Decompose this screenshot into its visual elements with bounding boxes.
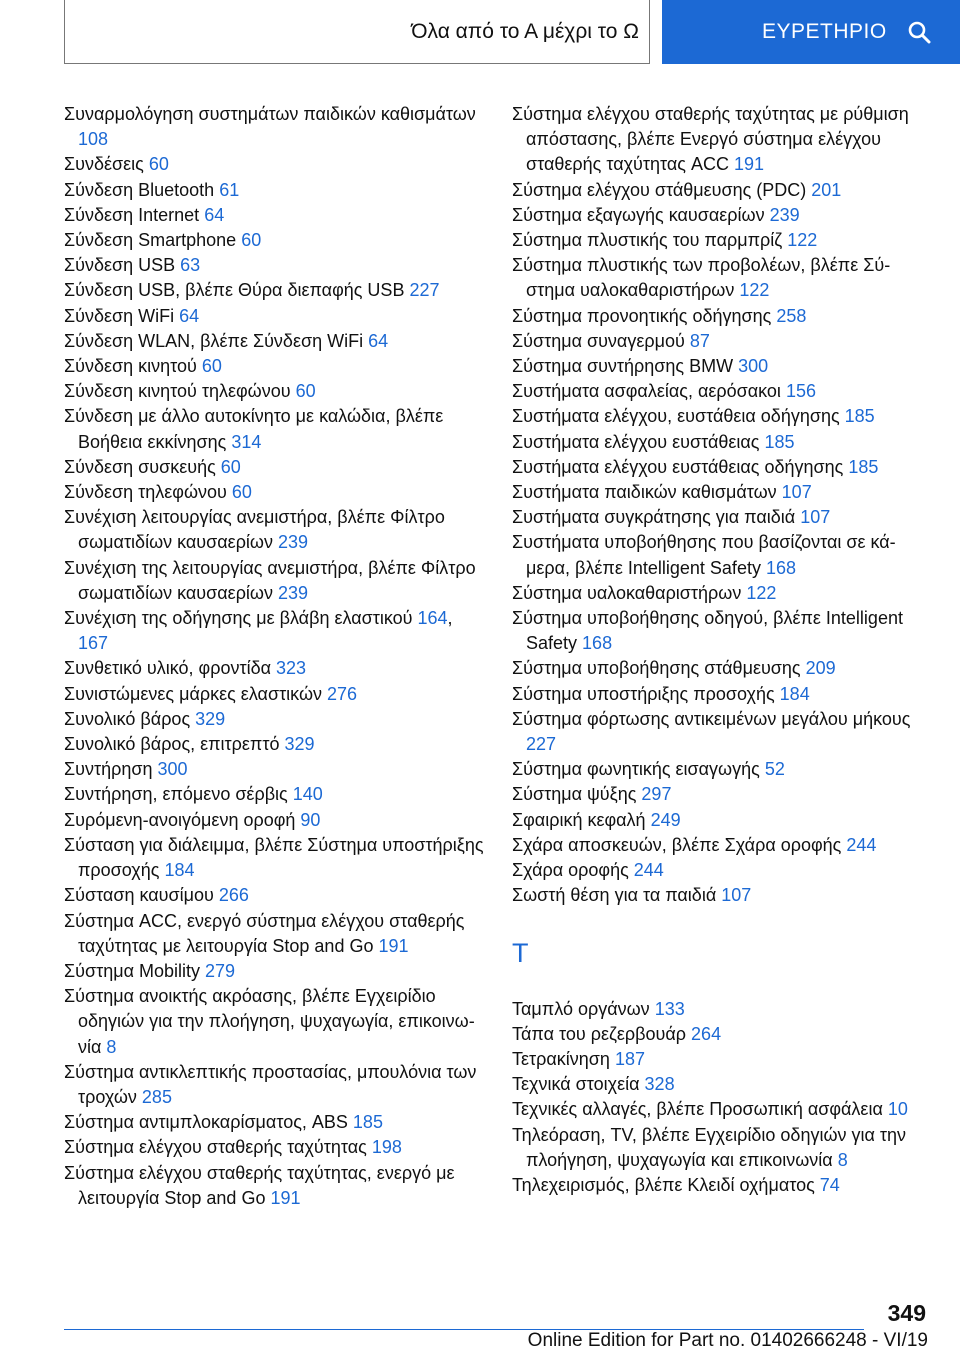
page-link[interactable]: 108 (78, 129, 109, 150)
page-link[interactable]: 239 (278, 532, 309, 553)
index-entry (512, 102, 932, 178)
index-entry (512, 178, 932, 203)
index-entry-text: Σύνδεση USB (64, 255, 176, 276)
index-entry (64, 959, 484, 984)
page-link[interactable]: 168 (582, 633, 613, 654)
page-link[interactable]: 164 (417, 608, 448, 629)
index-entry (64, 833, 484, 883)
index-entry (512, 505, 932, 530)
index-entry (64, 909, 484, 959)
index-entry-text: Συνέχιση της λειτουργίας ανεμιστήρα, βλέπε Φίλτρο σωματιδίων καυσαερίων (64, 557, 476, 603)
index-entry (64, 1135, 484, 1160)
page-link[interactable]: 8 (837, 1149, 848, 1170)
index-entry (512, 1072, 932, 1097)
index-entry (64, 304, 484, 329)
page-link[interactable]: 63 (180, 255, 201, 276)
index-entry (64, 682, 484, 707)
index-entry-text: Τηλεχειρισμός, βλέπε Κλειδί οχήματος (512, 1174, 815, 1195)
index-entry (512, 530, 932, 580)
footer-edition: Online Edition for Part no. 01402666248 - VI/19 (527, 1330, 928, 1351)
page-link[interactable]: 64 (368, 330, 389, 351)
index-entry-text: Σχάρα αποσκευών, βλέπε Σχάρα οροφής (512, 834, 842, 855)
index-entry-text: Σωστή θέση για τα παιδιά (512, 885, 717, 906)
page-link[interactable]: 140 (292, 784, 323, 805)
index-entry (512, 430, 932, 455)
page-link[interactable]: 61 (219, 179, 240, 200)
index-entry-text: Σχάρα οροφής (512, 860, 629, 881)
index-entry (512, 833, 932, 858)
index-entry-text: Σύνδεση WiFi (64, 305, 175, 326)
page-link[interactable]: 209 (805, 658, 836, 679)
index-entry-text: Συστήματα παιδικών καθισμάτων (512, 482, 777, 503)
index-entry (64, 329, 484, 354)
index-entry (512, 883, 932, 908)
page-link[interactable]: 60 (231, 482, 252, 503)
page-link[interactable]: 133 (654, 998, 685, 1019)
index-entry-text: Σύστημα πλυστικής του παρμπρίζ (512, 230, 783, 251)
index-entry (64, 808, 484, 833)
index-entry-text: Συναρμολόγηση συστημάτων παιδικών καθισμάτων (64, 104, 476, 124)
index-entry (512, 682, 932, 707)
index-entry-text: Συνολικό βάρος, επιτρεπτό (64, 734, 280, 755)
index-entry-text: Τεχνικά στοιχεία (512, 1074, 640, 1095)
index-entry (64, 480, 484, 505)
page-link[interactable]: 285 (141, 1086, 172, 1107)
page-link[interactable]: 122 (787, 230, 818, 251)
page-link[interactable]: 60 (201, 356, 222, 377)
index-entry (512, 656, 932, 681)
index-entry (64, 278, 484, 303)
index-entry (512, 808, 932, 833)
page-link[interactable]: 185 (848, 456, 879, 477)
page-link[interactable]: 10 (887, 1099, 908, 1120)
index-entry-text: Σύστημα ελέγχου σταθερής ταχύτητας, ενεργό με λειτουργία Stop and Go (64, 1162, 455, 1208)
index-entry (512, 1123, 932, 1173)
page-link[interactable]: 168 (765, 557, 797, 578)
index-letter-heading: Τ (512, 937, 529, 968)
page-link[interactable]: 191 (378, 935, 409, 956)
page-link[interactable]: 198 (371, 1137, 402, 1158)
index-entry (64, 984, 484, 1060)
page-link[interactable]: 74 (819, 1174, 840, 1195)
page-number: 349 (887, 1300, 926, 1326)
page-link[interactable]: 239 (278, 582, 309, 603)
index-entry-text: Συστήματα ελέγχου, ευστάθεια οδήγησης (512, 406, 840, 427)
page-link[interactable]: 60 (148, 154, 169, 175)
index-entry (64, 556, 484, 606)
index-entry-text: Συνέχιση λειτουργίας ανεμιστήρα, βλέπε Φίλτρο σωματιδίων καυσαερίων (64, 507, 445, 553)
index-entry-text: Συρόμενη-ανοιγόμενη οροφή (64, 809, 296, 830)
index-entry (64, 379, 484, 404)
index-entry-text: Συστήματα ελέγχου ευστάθειας οδήγησης (512, 456, 844, 477)
index-entry-text: Τηλεόραση, TV, βλέπε Εγχειρίδιο οδηγιών για την πλοήγηση, ψυχαγωγία και επικοινωνία (512, 1124, 907, 1170)
search-icon[interactable] (907, 20, 931, 44)
index-entry-text: Τεχνικές αλλαγές, βλέπε Προσωπική ασφάλεια (512, 1099, 883, 1120)
index-entry-text: Σύστημα ψύξης (512, 784, 637, 805)
index-entry-text: Σύστημα προνοητικής οδήγησης (512, 305, 772, 326)
page-link[interactable]: 249 (650, 809, 681, 830)
index-entry (512, 997, 932, 1022)
page-link[interactable]: 60 (220, 456, 241, 477)
page-link[interactable]: 8 (106, 1036, 117, 1057)
page-link[interactable]: 122 (746, 582, 777, 603)
index-entry (512, 354, 932, 379)
index-entry-text: Σύστημα φόρτωσης αντικειμένων μεγάλου μήκους (512, 708, 911, 729)
index-entry-text: Συντήρηση, επόμενο σέρβις (64, 784, 288, 805)
index-entry-text: Σύστημα ελέγχου στάθμευσης (PDC) (512, 179, 807, 200)
page-link[interactable]: 227 (409, 280, 440, 301)
index-entry (64, 102, 484, 152)
index-entry (64, 656, 484, 681)
index-entry (512, 1097, 932, 1122)
page-link[interactable]: 300 (738, 356, 769, 377)
page-link[interactable]: 184 (164, 860, 195, 881)
index-entry (64, 707, 484, 732)
index-entry (64, 757, 484, 782)
page-link[interactable]: 244 (846, 834, 877, 855)
index-entry (64, 152, 484, 177)
index-entry-text: Συστήματα ελέγχου ευστάθειας (512, 431, 760, 452)
index-entry-text: Ταμπλό οργάνων (512, 998, 650, 1019)
index-entry-text: Σύνδεση Smartphone (64, 230, 237, 251)
index-entry-text: Σύστημα φωνητικής εισαγωγής (512, 759, 760, 780)
index-entry (512, 782, 932, 807)
index-entry (64, 883, 484, 908)
index-entry-text: Συστήματα υποβοήθησης που βασίζονται σε κάμερα, βλέπε Intelligent Safety (512, 532, 896, 578)
page-link[interactable]: 314 (231, 431, 262, 452)
index-entry (512, 253, 932, 303)
page-link[interactable]: 90 (300, 809, 321, 830)
index-entry-text: Συντήρηση (64, 759, 153, 780)
page-link[interactable]: 60 (241, 230, 262, 251)
page-link[interactable]: 201 (811, 179, 842, 200)
index-entry-text: Συστήματα συγκράτησης για παιδιά (512, 507, 796, 528)
chapter-tab-label: Όλα από το Α μέχρι το Ω (411, 19, 639, 43)
index-entry (512, 329, 932, 354)
index-entry-text: Σύστημα συντήρησης BMW (512, 356, 734, 377)
index-tab[interactable] (662, 0, 960, 64)
page-link[interactable]: 191 (733, 154, 765, 175)
index-entry (512, 757, 932, 782)
index-entry (64, 1161, 484, 1211)
index-entry (512, 404, 932, 429)
index-entry-text: Σύνδεση τηλεφώνου (64, 482, 227, 503)
page-link[interactable]: 60 (295, 381, 316, 402)
page-link[interactable]: 328 (644, 1074, 675, 1095)
page-link[interactable]: 239 (769, 204, 800, 225)
index-entry-text: Συνδέσεις (64, 154, 144, 175)
index-entry (64, 1060, 484, 1110)
index-entry-text: Σύσταση για διάλειμμα, βλέπε Σύστημα υποστήριξης προσοχής (64, 834, 484, 881)
index-entry (512, 581, 932, 606)
index-entry (64, 782, 484, 807)
index-entry-text: Σύστημα ACC, ενεργό σύστημα ελέγχου σταθερής ταχύτητας με λειτουργία Stop and Go (64, 910, 465, 956)
index-entry-text: Σύστημα αντιμπλοκαρίσματος, ABS (64, 1112, 348, 1133)
index-entry-text: Τάπα του ρεζερβουάρ (512, 1023, 687, 1044)
index-column-right (512, 102, 932, 1198)
index-entry (64, 228, 484, 253)
index-entry (512, 1022, 932, 1047)
page-link[interactable]: 185 (844, 406, 875, 427)
page-link[interactable]: 300 (157, 759, 188, 780)
index-entry-text: Σύνδεση κινητού (64, 356, 197, 377)
page-link[interactable]: 122 (739, 280, 770, 301)
index-entry: Συνέχιση της οδήγησης με βλάβη ελαστικού 164, 167 (64, 608, 453, 654)
index-entry-text: Σύνδεση συσκευής (64, 456, 216, 477)
page-link[interactable]: 266 (218, 885, 249, 906)
index-entry-text: Σύστημα υαλοκαθαριστήρων (512, 582, 742, 603)
page-link[interactable]: 167 (78, 633, 109, 654)
page-link[interactable]: 258 (776, 305, 807, 326)
index-entry-text: Σφαιρική κεφαλή (512, 809, 646, 830)
index-entry (512, 480, 932, 505)
index-entry (512, 304, 932, 329)
page-link[interactable]: 87 (689, 330, 710, 351)
page-link[interactable]: 64 (204, 204, 225, 225)
index-entry (512, 455, 932, 480)
page-link[interactable]: 156 (785, 381, 816, 402)
page-link[interactable]: 107 (781, 482, 812, 503)
page-link[interactable]: 52 (764, 759, 785, 780)
index-entry-text: Σύσταση καυσίμου (64, 885, 214, 906)
page-link[interactable]: 227 (526, 734, 557, 755)
index-entry-text: Σύνδεση με άλλο αυτοκίνητο με καλώδια, βλέπε Βοήθεια εκκίνησης (64, 406, 444, 452)
index-entry-text: Σύστημα υποστήριξης προσοχής (512, 683, 775, 704)
page-link[interactable]: 64 (179, 305, 200, 326)
index-entry (64, 455, 484, 480)
index-entry (64, 732, 484, 757)
index-entry (512, 707, 932, 757)
index-entry (512, 606, 932, 656)
page-link[interactable]: 279 (205, 960, 236, 981)
index-entry-text: Σύνδεση κινητού τηλεφώνου (64, 381, 291, 402)
index-entry-text: Σύνδεση Internet (64, 204, 200, 225)
page-link[interactable]: 107 (800, 507, 831, 528)
page-link[interactable]: 191 (270, 1187, 301, 1208)
index-entry-text: Σύνδεση USB, βλέπε Θύρα διεπαφής USB (64, 280, 405, 301)
index-entry (64, 404, 484, 454)
page-link[interactable]: 329 (195, 708, 226, 729)
index-entry-text: Συνιστώμενες μάρκες ελαστικών (64, 683, 323, 704)
index-entry-text: Σύστημα υποβοήθησης οδηγού, βλέπε Intelligent Safety (512, 608, 903, 654)
index-entry-text: Συνθετικό υλικό, φροντίδα (64, 658, 271, 679)
index-entry (64, 253, 484, 278)
page-link[interactable]: 107 (721, 885, 752, 906)
index-entry (512, 858, 932, 883)
index-entry (512, 203, 932, 228)
index-entry-text: Σύνδεση WLAN, βλέπε Σύνδεση WiFi (64, 330, 364, 351)
index-entry (64, 354, 484, 379)
index-entry-text: Τετρακίνηση (512, 1048, 610, 1069)
page-link[interactable]: 187 (614, 1048, 645, 1069)
index-entry-text: Σύστημα εξαγωγής καυσαερίων (512, 204, 765, 225)
index-entry (64, 178, 484, 203)
page-link[interactable]: 184 (779, 683, 810, 704)
page-link[interactable]: 185 (352, 1112, 383, 1133)
index-entry-text: Σύστημα ελέγχου σταθερής ταχύτητας με ρύθμιση απόστασης, βλέπε Ενεργό σύστημα ελέγχου σταθερής ταχύτητας ACC (512, 104, 909, 175)
page-link[interactable]: 329 (284, 734, 315, 755)
index-entry (512, 1047, 932, 1072)
index-entry (64, 203, 484, 228)
index-entry (512, 1173, 932, 1198)
page-link[interactable]: 264 (691, 1023, 722, 1044)
index-entry-text: Σύστημα ανοικτής ακρόασης, βλέπε Εγχειρίδιο οδηγιών για την πλοήγηση, ψυχαγωγία, επικοινωνία (64, 986, 475, 1057)
index-entry-text: Σύνδεση Bluetooth (64, 179, 215, 200)
chapter-tab[interactable] (64, 0, 650, 64)
index-entry (64, 505, 484, 555)
index-entry-text: Σύστημα πλυστικής των προβολέων, βλέπε Σύστημα υαλοκαθαριστήρων (512, 255, 891, 301)
page-link[interactable]: 276 (327, 683, 358, 704)
page-link[interactable]: 185 (764, 431, 795, 452)
index-entry-text: Συνολικό βάρος (64, 708, 191, 729)
page-link[interactable]: 244 (633, 860, 664, 881)
index-column-left (64, 102, 484, 1211)
index-entry-text: Σύστημα ελέγχου σταθερής ταχύτητας (64, 1137, 367, 1158)
index-entry-text: Συνέχιση της οδήγησης με βλάβη ελαστικού (64, 608, 413, 629)
index-entry (512, 379, 932, 404)
page-link[interactable]: 297 (641, 784, 672, 805)
index-entry-text: Σύστημα υποβοήθησης στάθμευσης (512, 658, 801, 679)
index-entry-text: Σύστημα αντικλεπτικής προστασίας, μπουλόνια των τροχών (64, 1061, 477, 1107)
index-entry-text: Σύστημα συναγερμού (512, 330, 685, 351)
index-tab-label: ΕΥΡΕΤΗΡΙΟ (762, 20, 887, 43)
index-entry (512, 228, 932, 253)
page-link[interactable]: 323 (276, 658, 307, 679)
index-entry (64, 1110, 484, 1135)
index-entry-text: Σύστημα Mobility (64, 960, 200, 981)
index-entry-text: Συστήματα ασφαλείας, αερόσακοι (512, 381, 781, 402)
